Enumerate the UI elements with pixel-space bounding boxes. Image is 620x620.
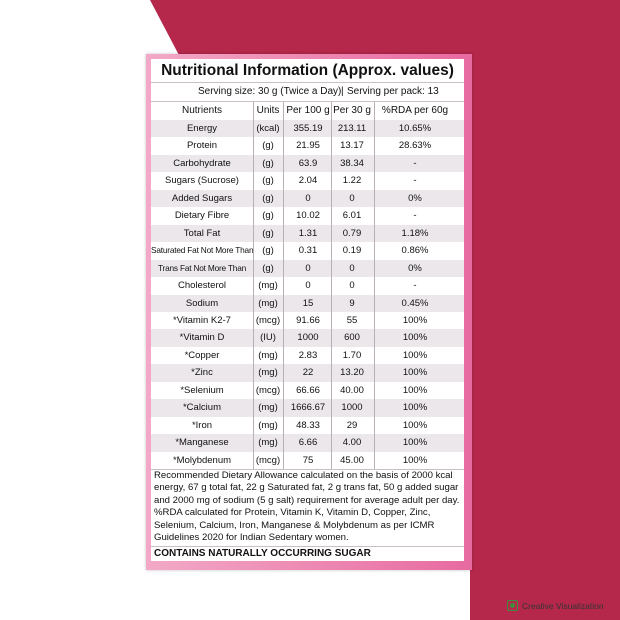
table-row — [151, 137, 464, 154]
value-rda: 10.65% — [398, 123, 432, 134]
value-per-30g: 38.34 — [340, 157, 364, 169]
column-divider — [374, 101, 375, 469]
value-per-30g: 0.19 — [342, 245, 362, 257]
table-rule — [151, 82, 464, 83]
table-row — [151, 242, 464, 259]
value-rda: 0.45% — [401, 297, 429, 309]
value-per-100g: 0 — [305, 262, 311, 274]
table-row — [151, 382, 464, 399]
value-per-100g: 1.31 — [298, 227, 318, 239]
table-row — [151, 207, 464, 224]
value-per-100g: 66.66 — [296, 384, 320, 396]
value-rda: 100% — [402, 402, 428, 414]
table-row — [151, 120, 464, 137]
nutrient-name: Cholesterol — [177, 280, 227, 292]
table-row — [151, 399, 464, 416]
value-rda: - — [413, 175, 417, 187]
value-rda: 0.86% — [401, 245, 429, 257]
value-per-100g: 10.02 — [296, 210, 320, 222]
value-per-100g: 0 — [305, 192, 311, 204]
table-row — [151, 225, 464, 242]
value-per-100g: 0 — [305, 280, 311, 292]
nutrient-name: Saturated Fat Not More Than — [151, 245, 253, 256]
value-per-30g: 55 — [346, 314, 358, 326]
table-row — [151, 329, 464, 346]
veg-leaf-icon — [507, 600, 518, 611]
nutrient-name: *Copper — [184, 349, 220, 361]
table-row — [151, 277, 464, 294]
nutrient-unit: (g) — [262, 192, 274, 204]
value-per-100g: 0.31 — [298, 245, 318, 257]
value-per-100g: 75 — [302, 454, 314, 466]
value-per-30g: 0 — [349, 262, 355, 274]
table-row — [151, 312, 464, 329]
serving-per-pack: Serving per pack: 13 — [347, 86, 439, 97]
nutrient-unit: (IU) — [260, 332, 276, 344]
value-per-30g: 9 — [349, 297, 355, 309]
value-per-30g: 4.00 — [342, 437, 362, 449]
nutrient-name: *Iron — [191, 419, 213, 431]
nutrient-unit: (mcg) — [255, 454, 281, 466]
creative-visualization-badge — [507, 598, 604, 614]
nutrient-name: Dietary Fibre — [174, 210, 230, 222]
nutrient-unit: (mg) — [258, 280, 278, 292]
nutrient-name: Protein — [186, 140, 218, 152]
nutrient-name: Sugars (Sucrose) — [165, 175, 239, 187]
nutrient-name: *Manganese — [175, 437, 229, 449]
value-rda: - — [413, 280, 417, 292]
nutrient-unit: (g) — [262, 227, 274, 239]
nutrient-unit: (mg) — [258, 437, 278, 449]
value-per-30g: 1.22 — [342, 175, 362, 187]
column-divider — [283, 101, 284, 469]
value-rda: 0% — [408, 192, 422, 204]
value-per-100g: 1666.67 — [290, 402, 326, 414]
value-per-30g: 600 — [344, 332, 360, 344]
value-rda: 100% — [402, 454, 428, 466]
value-per-30g: 40.00 — [340, 384, 364, 396]
value-per-30g: 45.00 — [340, 454, 364, 466]
nutrient-unit: (g) — [262, 262, 274, 274]
nutrient-unit: (g) — [262, 157, 274, 169]
value-rda: 100% — [402, 367, 428, 379]
serving-info — [151, 83, 464, 101]
header-nutrients: Nutrients — [181, 105, 222, 116]
value-per-30g: 13.17 — [340, 140, 364, 152]
nutrient-unit: (mcg) — [255, 314, 281, 326]
table-row — [151, 347, 464, 364]
value-rda: - — [413, 210, 417, 222]
badge-text: Creative Visualization — [522, 601, 604, 611]
nutrient-unit: (mg) — [258, 297, 278, 309]
value-per-30g: 213.11 — [337, 123, 367, 134]
nutrient-name: Total Fat — [183, 227, 221, 239]
nutrient-name: Sodium — [185, 297, 219, 309]
table-row — [151, 417, 464, 434]
header-per-100g: Per 100 g — [286, 105, 330, 116]
nutrient-unit: (g) — [262, 175, 274, 187]
label-title: Nutritional Information (Approx. values) — [161, 62, 454, 79]
value-per-30g: 29 — [346, 419, 358, 431]
table-row — [151, 364, 464, 381]
table-header — [151, 101, 464, 120]
value-rda: 1.18% — [401, 227, 429, 239]
value-rda: 100% — [402, 384, 428, 396]
value-rda: 100% — [402, 314, 428, 326]
nutrient-unit: (kcal) — [256, 123, 280, 134]
table-row — [151, 452, 464, 469]
contains-note: CONTAINS NATURALLY OCCURRING SUGAR — [154, 548, 371, 559]
nutrient-unit: (mcg) — [255, 384, 281, 396]
header-rda: %RDA per 60g — [381, 105, 449, 116]
nutrient-unit: (mg) — [258, 367, 278, 379]
value-per-100g: 15 — [302, 297, 314, 309]
header-per-30g: Per 30 g — [333, 105, 371, 116]
table-row — [151, 190, 464, 207]
nutrient-name: *Vitamin D — [179, 332, 225, 344]
nutrient-unit: (g) — [262, 245, 274, 257]
nutrient-name: Added Sugars — [171, 192, 233, 204]
value-per-100g: 22 — [302, 367, 314, 379]
value-per-30g: 1000 — [341, 402, 363, 414]
value-rda: - — [413, 157, 417, 169]
nutrient-name: *Calcium — [182, 402, 221, 414]
column-divider — [253, 101, 254, 469]
value-per-30g: 0 — [349, 280, 355, 292]
nutrient-unit: (g) — [262, 140, 274, 152]
value-per-30g: 0 — [349, 192, 355, 204]
nutrient-name: *Zinc — [191, 367, 213, 379]
value-rda: 0% — [408, 262, 422, 274]
table-row — [151, 155, 464, 172]
serving-separator: | — [341, 86, 344, 97]
value-rda: 28.63% — [398, 140, 432, 152]
table-row — [151, 172, 464, 189]
value-per-100g: 21.95 — [296, 140, 320, 152]
value-per-30g: 1.70 — [342, 349, 362, 361]
value-rda: 100% — [402, 419, 428, 431]
table-row — [151, 260, 464, 277]
value-per-100g: 355.19 — [293, 123, 323, 134]
nutrient-name: *Molybdenum — [172, 454, 232, 466]
nutrient-unit: (mg) — [258, 419, 278, 431]
rda-footnote: Recommended Dietary Allowance calculated on the basis of 2000 kcal energy, 67 g total fat, 22 g Saturated fat, 2 g trans fat, 50 g added sugar and 2000 mg of sodium (5 g salt) requirement for average adult per day. %RDA calculated for Protein, Vitamin K, Vitamin D, Copper, Zinc, Selenium, Calcium, Iron, Manganese & Molybdenum as per ICMR Guidelines 2020 for Indian Sedentary women. — [154, 470, 460, 544]
nutrient-unit: (mg) — [258, 402, 278, 414]
value-per-100g: 6.66 — [298, 437, 318, 449]
value-per-100g: 63.9 — [298, 157, 318, 169]
value-per-100g: 2.04 — [298, 175, 318, 187]
value-per-100g: 1000 — [297, 332, 319, 344]
serving-size: Serving size: 30 g (Twice a Day) — [198, 86, 342, 97]
table-row — [151, 295, 464, 312]
nutrient-name: Carbohydrate — [173, 157, 231, 169]
table-row — [151, 434, 464, 451]
value-per-100g: 2.83 — [298, 349, 318, 361]
column-divider — [331, 101, 332, 469]
nutrient-name: Trans Fat Not More Than — [157, 262, 247, 273]
nutrient-name: *Vitamin K2-7 — [173, 314, 231, 326]
table-rule — [151, 101, 464, 102]
value-per-30g: 6.01 — [342, 210, 362, 222]
nutrient-name: *Selenium — [180, 384, 224, 396]
value-per-30g: 13.20 — [340, 367, 364, 379]
value-per-30g: 0.79 — [342, 227, 362, 239]
value-rda: 100% — [402, 349, 428, 361]
value-rda: 100% — [402, 332, 428, 344]
value-per-100g: 91.66 — [296, 314, 320, 326]
header-units: Units — [256, 105, 280, 116]
nutrient-unit: (mg) — [258, 349, 278, 361]
nutrient-unit: (g) — [262, 210, 274, 222]
nutrient-name: Energy — [186, 123, 218, 134]
value-rda: 100% — [402, 437, 428, 449]
value-per-100g: 48.33 — [296, 419, 320, 431]
